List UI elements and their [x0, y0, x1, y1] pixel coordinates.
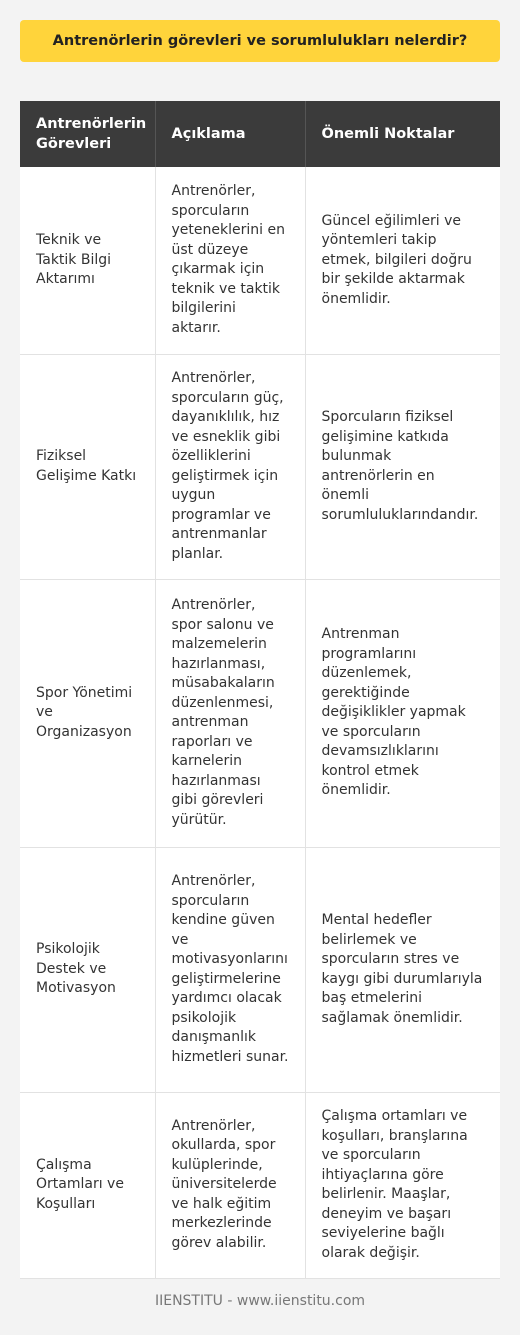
description-cell: Antrenörler, sporcuların yeteneklerini en üst düzeye çıkarmak için teknik ve taktik bilgilerini aktarır. [155, 167, 305, 354]
column-header-notes: Önemli Noktalar [305, 101, 500, 167]
description-cell: Antrenörler, spor salonu ve malzemelerin hazırlanması, müsabakaların düzenlenmesi, antrenman raporları ve karnelerin hazırlanması gibi görevleri yürütür. [155, 579, 305, 847]
table-row [20, 579, 500, 847]
task-cell: Psikolojik Destek ve Motivasyon [20, 847, 155, 1092]
task-cell: Çalışma Ortamları ve Koşulları [20, 1092, 155, 1278]
notes-cell: Sporcuların fiziksel gelişimine katkıda bulunmak antrenörlerin en önemli sorumluluklarındandır. [305, 354, 500, 579]
footer-credit: IIENSTITU - www.iienstitu.com [154, 1293, 366, 1309]
table-row [20, 1092, 500, 1278]
notes-cell: Güncel eğilimleri ve yöntemleri takip etmek, bilgileri doğru bir şekilde aktarmak önemlidir. [305, 167, 500, 354]
duties-table [20, 101, 500, 1279]
page-title: Antrenörlerin görevleri ve sorumlulukları nelerdir? [20, 20, 500, 62]
task-cell: Fiziksel Gelişime Katkı [20, 354, 155, 579]
column-header-duties: Antrenörlerin Görevleri [20, 101, 155, 167]
table-row [20, 847, 500, 1092]
table-row [20, 167, 500, 354]
description-cell: Antrenörler, sporcuların güç, dayanıklılık, hız ve esneklik gibi özelliklerini geliştirmek için uygun programlar ve antrenmanlar planlar. [155, 354, 305, 579]
notes-cell: Çalışma ortamları ve koşulları, branşlarına ve sporcuların ihtiyaçlarına göre belirlenir. Maaşlar, deneyim ve başarı seviyelerine bağlı olarak değişir. [305, 1092, 500, 1278]
column-header-description: Açıklama [155, 101, 305, 167]
task-cell: Teknik ve Taktik Bilgi Aktarımı [20, 167, 155, 354]
table-header-row [20, 101, 500, 167]
description-cell: Antrenörler, okullarda, spor kulüplerinde, üniversitelerde ve halk eğitim merkezlerinde görev alabilir. [155, 1092, 305, 1278]
notes-cell: Mental hedefler belirlemek ve sporcuların stres ve kaygı gibi durumlarıyla baş etmelerini sağlamak önemlidir. [305, 847, 500, 1092]
notes-cell: Antrenman programlarını düzenlemek, gerektiğinde değişiklikler yapmak ve sporcuların devamsızlıklarını kontrol etmek önemlidir. [305, 579, 500, 847]
table-row [20, 354, 500, 579]
task-cell: Spor Yönetimi ve Organizasyon [20, 579, 155, 847]
description-cell: Antrenörler, sporcuların kendine güven ve motivasyonlarını geliştirmelerine yardımcı olacak psikolojik danışmanlık hizmetleri sunar. [155, 847, 305, 1092]
